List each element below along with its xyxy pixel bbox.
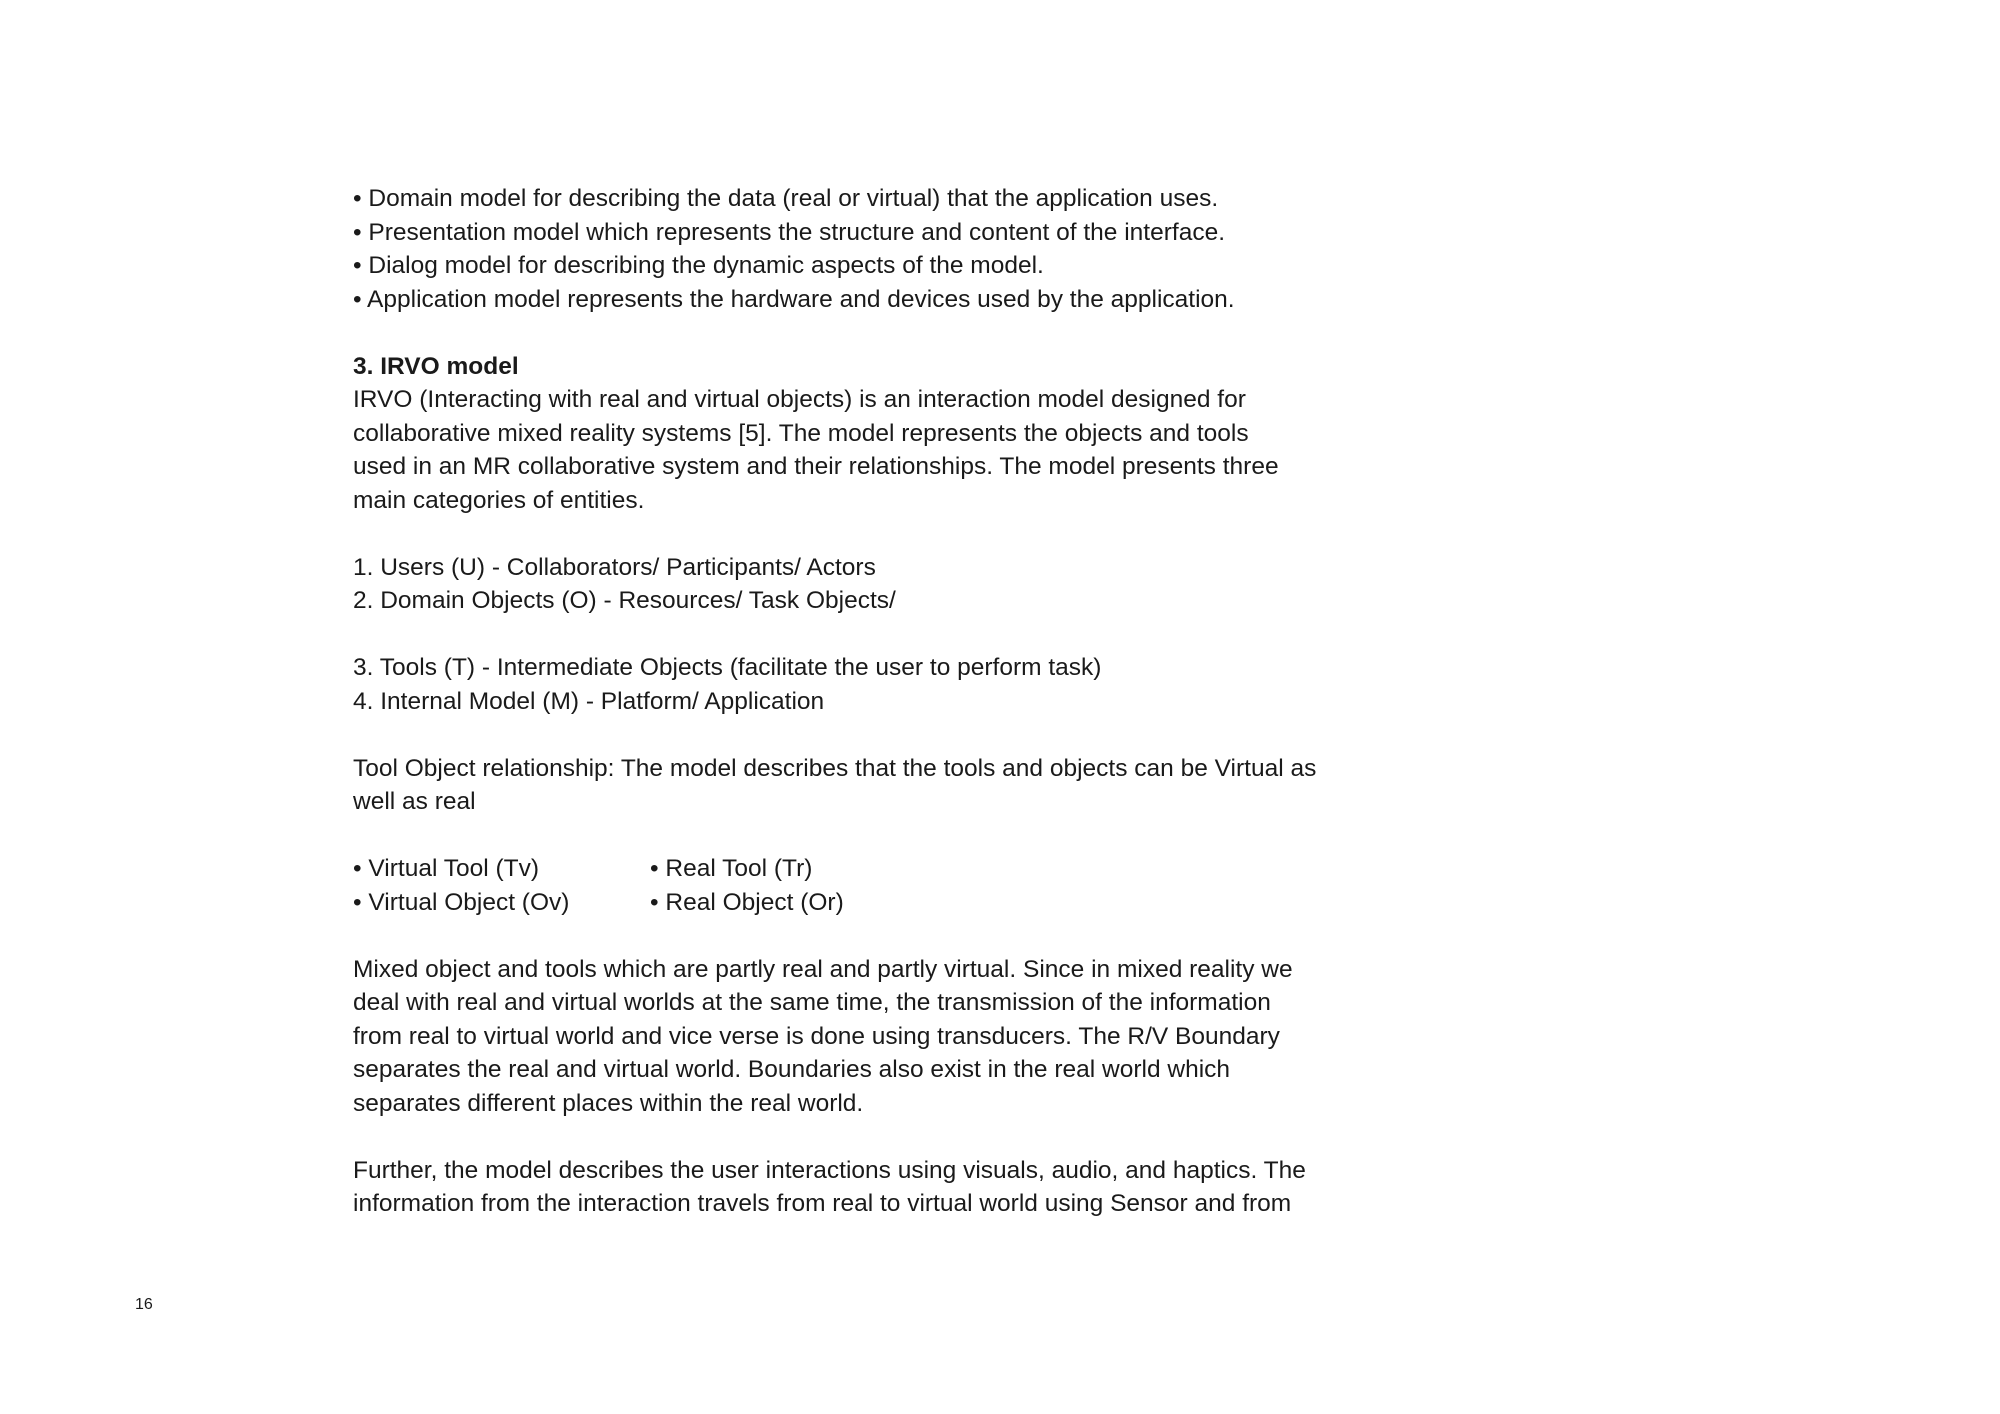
real-column: [650, 852, 844, 919]
model-bullet-list: [353, 182, 1353, 316]
mixed-paragraph: [353, 953, 1353, 1121]
entity-list-a: [353, 551, 1353, 618]
bullet-presentation-model: • Presentation model which represents the structure and content of the interface.: [353, 218, 1226, 246]
mixed-line: deal with real and virtual worlds at the same time, the transmission of the information: [353, 989, 1271, 1016]
mixed-line: separates the real and virtual world. Boundaries also exist in the real world which: [353, 1056, 1231, 1083]
intro-paragraph: [353, 383, 1353, 517]
entity-domain-objects: 2. Domain Objects (O) - Resources/ Task Objects/: [353, 587, 896, 614]
virtual-object-item: • Virtual Object (Ov): [353, 888, 570, 916]
intro-line: main categories of entities.: [353, 486, 645, 514]
page-body: [353, 182, 1353, 1221]
bullet-application-model: • Application model represents the hardware and devices used by the application.: [353, 285, 1235, 313]
relationship-paragraph: [353, 752, 1353, 819]
virtual-column: [353, 852, 650, 919]
intro-line: collaborative mixed reality systems [5]. The model represents the objects and tools: [353, 419, 1249, 447]
further-line: information from the interaction travels from real to virtual world using Sensor and from: [353, 1190, 1292, 1217]
bullet-domain-model: • Domain model for describing the data (real or virtual) that the application uses.: [353, 185, 1219, 212]
intro-line: IRVO (Interacting with real and virtual objects) is an interaction model designed for: [353, 386, 1246, 413]
mixed-line: from real to virtual world and vice verse is done using transducers. The R/V Boundary: [353, 1022, 1280, 1050]
relationship-line: Tool Object relationship: The model describes that the tools and objects can be Virtual as: [353, 754, 1317, 782]
section-heading: 3. IRVO model: [353, 352, 519, 380]
entity-internal-model: 4. Internal Model (M) - Platform/ Application: [353, 687, 825, 715]
real-object-item: • Real Object (Or): [650, 888, 844, 916]
intro-line: used in an MR collaborative system and their relationships. The model presents three: [353, 453, 1279, 480]
entity-users: 1. Users (U) - Collaborators/ Participants/ Actors: [353, 553, 876, 581]
entity-tools: 3. Tools (T) - Intermediate Objects (facilitate the user to perform task): [353, 654, 1102, 681]
mixed-line: Mixed object and tools which are partly real and partly virtual. Since in mixed reality we: [353, 955, 1293, 983]
bullet-dialog-model: • Dialog model for describing the dynamic aspects of the model.: [353, 252, 1044, 279]
virtual-tool-item: • Virtual Tool (Tv): [353, 855, 540, 882]
mixed-line: separates different places within the real world.: [353, 1089, 864, 1117]
tool-object-columns: [353, 852, 1353, 919]
page-number: 16: [135, 1296, 153, 1313]
further-paragraph: [353, 1154, 1353, 1221]
real-tool-item: • Real Tool (Tr): [650, 855, 813, 882]
further-line: Further, the model describes the user interactions using visuals, audio, and haptics. The: [353, 1156, 1306, 1184]
relationship-line: well as real: [353, 788, 476, 815]
entity-list-b: [353, 651, 1353, 718]
